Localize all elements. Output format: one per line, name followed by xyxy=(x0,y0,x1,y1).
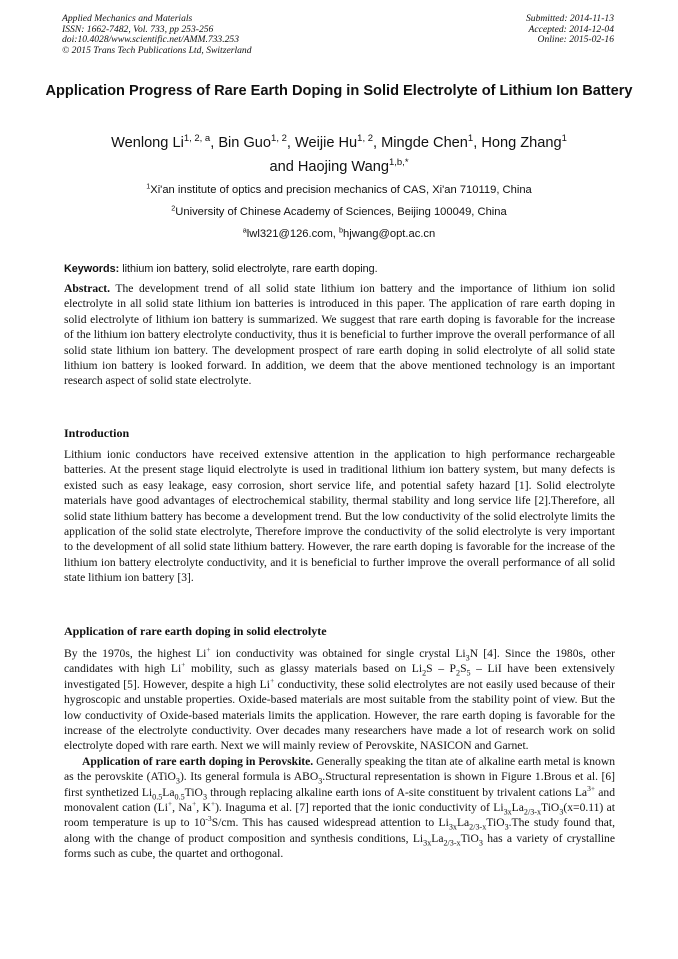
author-name: Hong Zhang xyxy=(481,135,562,151)
author-name: Weijie Hu xyxy=(294,135,358,151)
abstract-text: The development trend of all solid state lithium ion battery and the importance of lithium ion solid electrolyte in all solid state lithium ion batteries is introduced in this paper. The application of rare earth doping in solid electrolyte of lithium ion battery is summarized. We suggest that rare earth doping is favorable for the increase of the lithium ion battery electrolyte conductivity, thus it is beneficial to further improve the overall performance of all solid state lithium ion battery. The development prospect of rare earth doping in solid electrolyte of all solid state lithium ion battery is looked forward. In addition, we deem that the above mentioned technology is an important research aspect of solid state electrolyte. xyxy=(64,282,615,388)
email-link[interactable]: lwl321@126.com, xyxy=(246,228,336,240)
author-name: Bin Guo xyxy=(218,135,272,151)
journal-header-right xyxy=(526,14,614,46)
author-affil-mark: 1, 2 xyxy=(357,133,373,145)
online-date: Online: 2015-02-16 xyxy=(537,34,614,46)
keywords-label: Keywords: xyxy=(64,263,120,275)
journal-name: Applied Mechanics and Materials xyxy=(62,13,193,24)
paragraph: Application of rare earth doping in Perovskite. Generally speaking the titan ate of alkaline earth metal is known as the perovskite (ATiO$_3$). Its general formula is $ABO_3.Structural$ representation is shown in Figure 1.Brous et al. [6] first synthetized $Li_{0.5}La_{0.5}TiO_3$ through replacing alkaline earth ions of A-site constituent by trivalent cations $La^{3+}$ and monovalent cation (Li+, Na+, K+). Inaguma et al. [7] reported that the ionic conductivity of $Li_{3x}La_{2/3-x}TiO_3(x=0.11)$ at room temperature is up to $10^{-3}S/cm$. This has caused widespread attention to $Li_{3x}La_{2/3-x}TiO_3.The$ study found that, along with the change of product composition and synthesis conditions, $Li_{3x}La_{2/3-x}TiO_3$ has a variety of crystalline forms such as cube, the quartet and orthogonal. xyxy=(64,754,616,861)
author-affil-mark: 1 xyxy=(561,133,567,145)
keywords-text: lithium ion battery, solid electrolyte, rare earth doping. xyxy=(122,263,378,275)
author-list: Wenlong Li$^{1, 2, a}$, Bin Guo$^{1, 2}$, Weijie Hu$^{1, 2}$, Mingde Chen$^1$, Hong Zhang$^1$ and Haojing Wang$^{1,b,*}$ xyxy=(111,133,567,175)
author-name: Wenlong Li xyxy=(111,135,184,151)
journal-copyright: © 2015 Trans Tech Publications Ltd, Switzerland xyxy=(62,44,252,56)
abstract xyxy=(64,281,615,389)
submitted-date: Submitted: 2014-11-13 xyxy=(525,13,614,24)
affiliation-2: $^2$University of Chinese Academy of Sciences, Beijing 100049, China xyxy=(171,203,507,218)
journal-header-left xyxy=(62,14,252,56)
author-emails: $^a$lwl321@126.com, $^b$hjwang@opt.ac.cn xyxy=(242,225,436,240)
introduction-paragraph: Lithium ionic conductors have received extensive attention in the application to high performance rechargeable batteries. At the present stage liquid electrolyte is used in traditional lithium ion battery system, but many defects is existed such as easy leakage, easy corrosion, short service life, and potential safety hazard [1]. Solid electrolyte materials have good advantages of electrochemical stability, thermal stability and long service life [2].Therefore, all solid state lithium battery has become a development trend. But the low conductivity of the solid electrolyte limits the application of the solid state electrolyte, Therefore improve the conductivity of the solid electrolyte is very important to the development of all solid state lithium battery. However, the rare earth doping is favorable for the increase of the lithium ion battery electrolyte conductivity, and it is beneficial to further improve the overall performance of all solid state lithium ion battery [3]. xyxy=(64,448,615,585)
paper-title: Application Progress of Rare Earth Doping in Solid Electrolyte of Lithium Ion Battery xyxy=(45,83,633,99)
author-affil-mark: 1 xyxy=(467,133,474,145)
author-affil-mark: 1, 2 xyxy=(271,133,287,145)
paragraph: By the 1970s, the highest Li+ ion conductivity was obtained for single crystal $Li_3N$ [4]. Since the 1980s, other candidates with high Li+ mobility, such as glassy materials based on $Li_2S - P_2S_5$ – LiI have been extensively investigated [5]. However, despite a high Li+ conductivity, these solid electrolytes are not easily used because of their hygroscopic and unstable properties. Oxide-based materials are most suitable from the stability point of view. But the low conductivity of Oxide-based materials limits the application. However, the rare earth doping is favorable for the increase of the electrolyte conductivity. Over decades many researchers have made a lot of research work on solid electrolyte doped with rare earth. Next we will mainly review of Perovskite, NASICON and Garnet. xyxy=(64,645,615,753)
author-affil-mark: 1, 2, a xyxy=(183,133,211,145)
section-heading-introduction: Introduction xyxy=(64,426,130,440)
subsection-heading-perovskite: Application of rare earth doping in Perovskite. xyxy=(82,754,314,768)
journal-doi: doi:10.4028/www.scientific.net/AMM.733.253 xyxy=(62,34,240,46)
accepted-date: Accepted: 2014-12-04 xyxy=(528,23,614,35)
author-affil-mark: 1,b,* xyxy=(389,157,409,169)
abstract-label: Abstract. xyxy=(64,282,111,295)
journal-issn: ISSN: 1662-7482, Vol. 733, pp 253-256 xyxy=(62,23,214,35)
section-body xyxy=(64,646,615,862)
section-heading-rare-earth: Application of rare earth doping in solid electrolyte xyxy=(64,624,327,638)
keywords xyxy=(64,262,614,276)
author-name: Mingde Chen xyxy=(381,135,468,151)
email-link[interactable]: hjwang@opt.ac.cn xyxy=(343,228,436,240)
affiliation-1: $^1$Xi'an institute of optics and precision mechanics of CAS, Xi'an 710119, China xyxy=(146,181,532,196)
author-name: and Haojing Wang xyxy=(269,159,389,175)
